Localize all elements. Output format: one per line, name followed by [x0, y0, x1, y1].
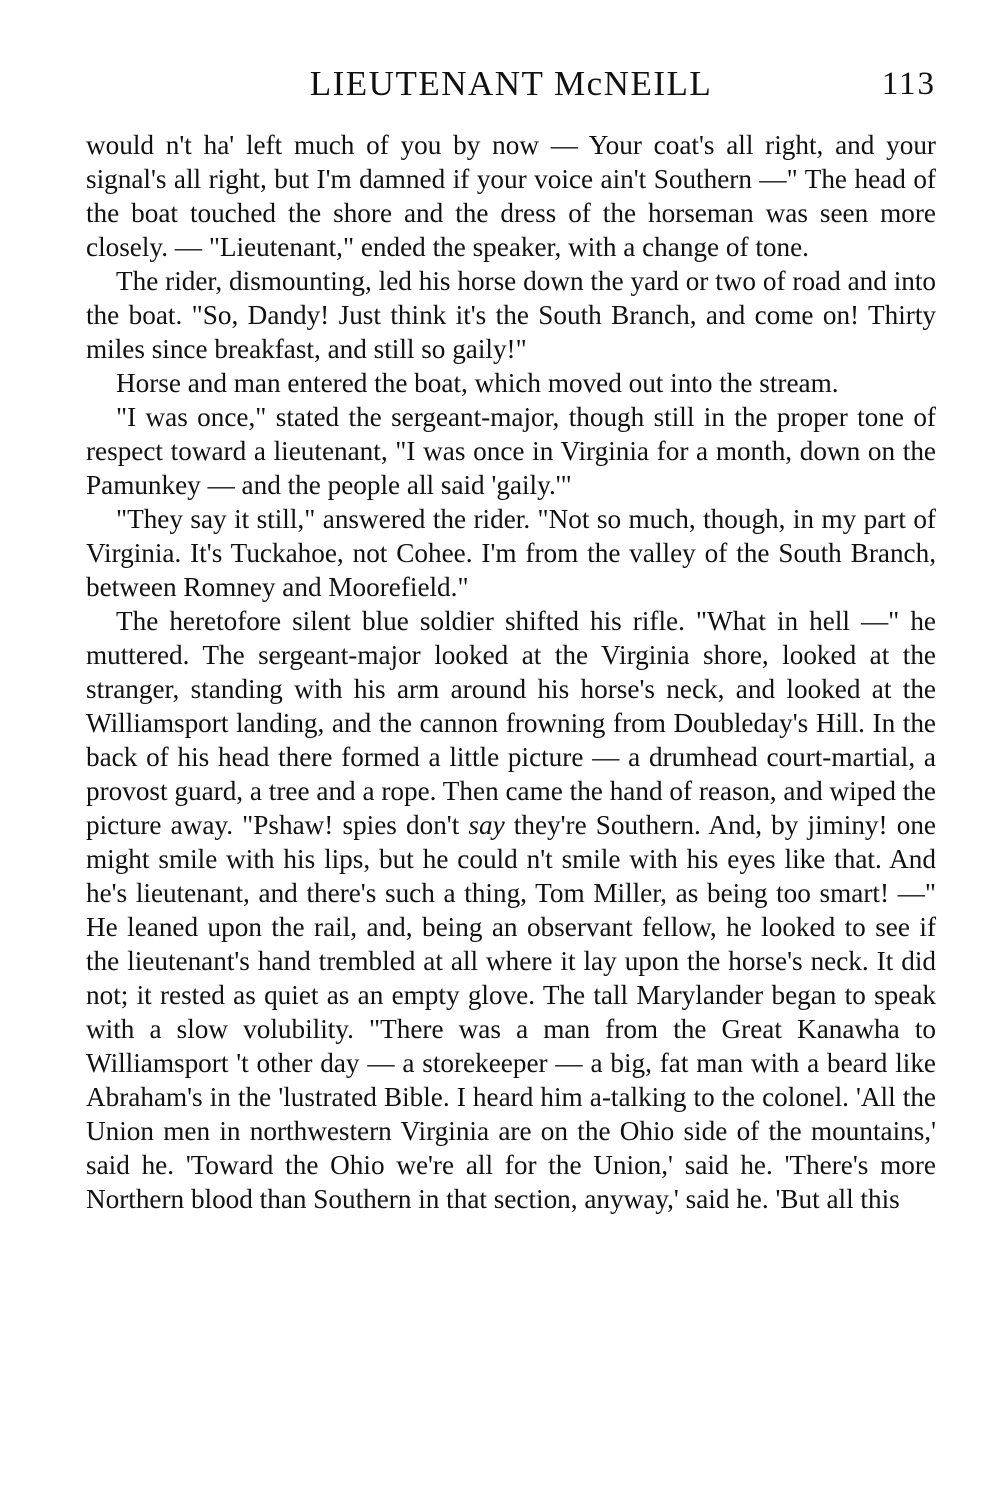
paragraph-text: they're Southern. And, by jiminy! one might smile with his lips, but he could n't smile with his eyes like that. And he's lieutenant, and there's such a thing, Tom Miller, as being too smart! —" He leaned upon the rail, and, being an observant fellow, he looked to see if the lieutenant's hand trembled at all where it lay upon the horse's neck. It did not; it rested as quiet as an empty glove. The tall Marylander began to speak with a slow volubility. "There was a man from the Great Kanawha to Williamsport 't other day — a storekeeper — a big, fat man with a beard like Abraham's in the 'lustrated Bible. I heard him a-talking to the colonel. 'All the Union men in northwestern Virginia are on the Ohio side of the mountains,' said he. 'Toward the Ohio we're all for the Union,' said he. 'There's more Northern blood than Southern in that section, anyway,' said he. 'But all this	[86, 810, 936, 1214]
paragraph	[86, 604, 936, 1216]
paragraph: "They say it still," answered the rider. "Not so much, though, in my part of Virginia. It's Tuckahoe, not Cohee. I'm from the valley of the South Branch, between Romney and Moorefield."	[86, 504, 936, 602]
paragraph: Horse and man entered the boat, which moved out into the stream.	[116, 368, 839, 398]
chapter-title: LIEUTENANT McNEILL	[309, 64, 713, 103]
paragraph: would n't ha' left much of you by now — Your coat's all right, and your signal's all right, but I'm damned if your voice ain't Southern —" The head of the boat touched the shore and the dress of the horseman was seen more closely. — "Lieutenant," ended the speaker, with a change of tone.	[86, 130, 936, 262]
book-page	[86, 62, 936, 1216]
body-text	[86, 128, 936, 1216]
running-head	[86, 62, 936, 106]
page-number: 113	[881, 66, 936, 102]
paragraph: "I was once," stated the sergeant-major, though still in the proper tone of respect toward a lieutenant, "I was once in Virginia for a month, down on the Pamunkey — and the people all said 'gaily.'"	[86, 402, 936, 500]
emphasis-text: say	[468, 810, 505, 840]
paragraph-text: The heretofore silent blue soldier shifted his rifle. "What in hell —" he muttered. The sergeant-major looked at the Virginia shore, looked at the stranger, standing with his arm around his horse's neck, and looked at the Williamsport landing, and the cannon frowning from Doubleday's Hill. In the back of his head there formed a little picture — a drumhead court-martial, a provost guard, a tree and a rope. Then came the hand of reason, and wiped the picture away. "Pshaw! spies don't	[86, 606, 936, 840]
paragraph: The rider, dismounting, led his horse down the yard or two of road and into the boat. "So, Dandy! Just think it's the South Branch, and come on! Thirty miles since breakfast, and still so gaily!"	[86, 266, 936, 364]
